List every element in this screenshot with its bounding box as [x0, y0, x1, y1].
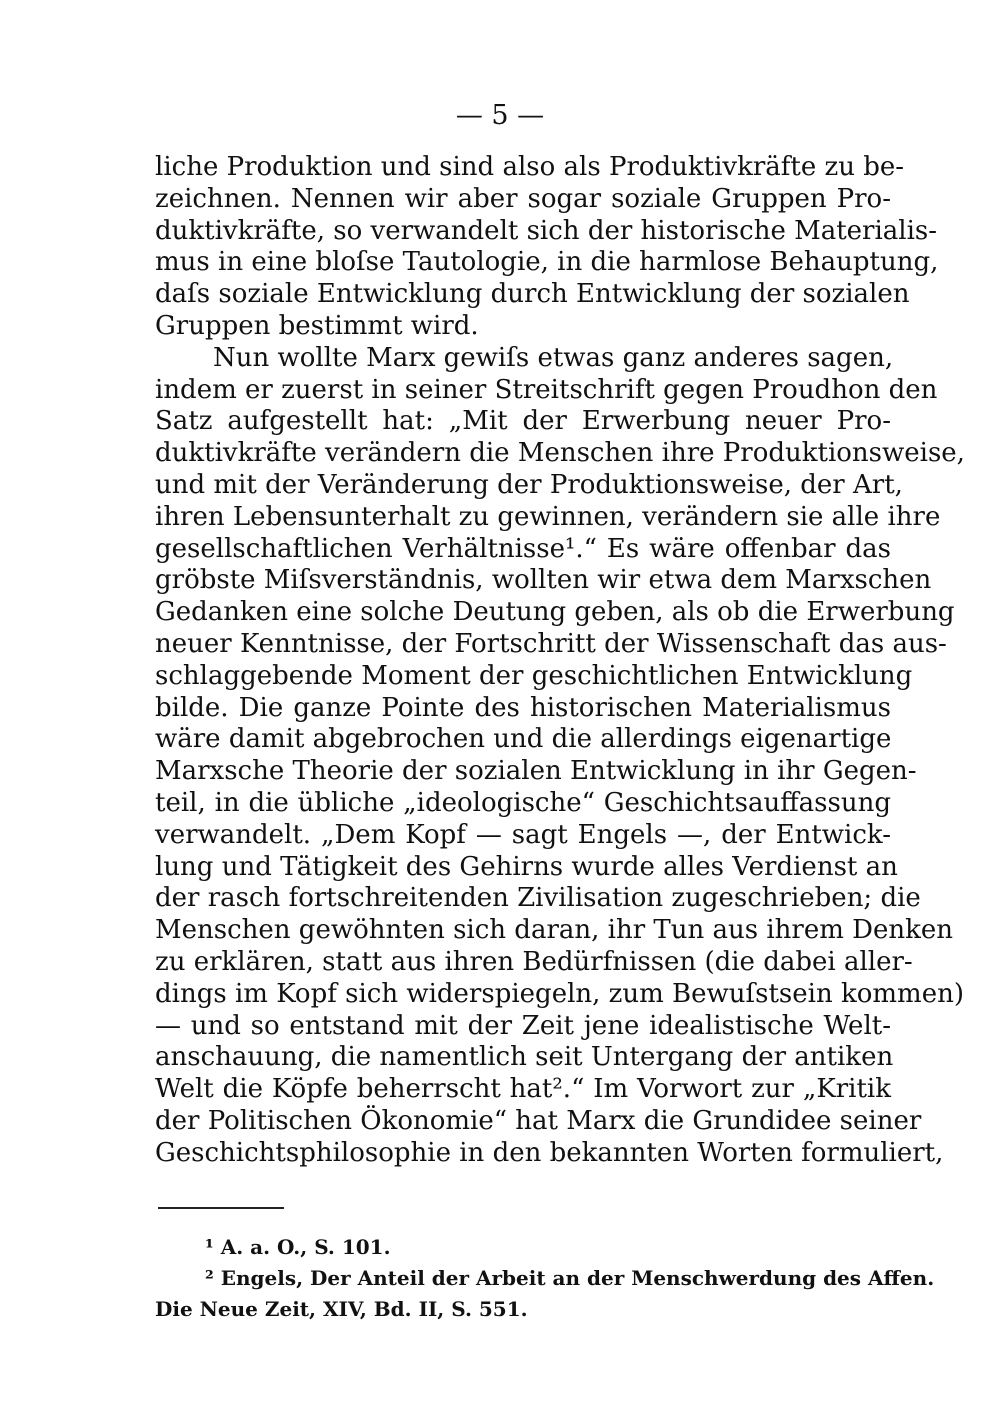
text-line: teil, in die übliche „ideologische“ Geschichtsauffassung: [155, 787, 891, 818]
text-line: bilde. Die ganze Pointe des historischen Materialismus: [155, 692, 891, 723]
text-line: verwandelt. „Dem Kopf — sagt Engels —, der Entwick-: [155, 819, 891, 850]
text-line: dings im Kopf sich widerspiegeln, zum Bewuſstsein kommen): [155, 978, 964, 1009]
footnotes: [155, 1232, 935, 1325]
text-line: — und so entstand mit der Zeit jene idealistische Welt-: [155, 1010, 891, 1041]
footnote-2: ² Engels, Der Anteil der Arbeit an der Menschwerdung des Affen.: [205, 1266, 935, 1290]
text-line: Welt die Köpfe beherrscht hat².“ Im Vorwort zur „Kritik: [155, 1074, 891, 1105]
text-line: zeichnen. Nennen wir aber sogar soziale Gruppen Pro-: [155, 183, 891, 214]
text-line: lung und Tätigkeit des Gehirns wurde alles Verdienst an: [155, 851, 898, 882]
text-line: der rasch fortschreitenden Zivilisation zugeschrieben; die: [155, 883, 921, 914]
footnote-2-continued: Die Neue Zeit, XIV, Bd. II, S. 551.: [155, 1297, 528, 1321]
footnote-1: ¹ A. a. O., S. 101.: [205, 1235, 391, 1259]
text-line: mus in eine bloſse Tautologie, in die harmlose Behauptung,: [155, 247, 939, 278]
text-line: duktivkräfte verändern die Menschen ihre Produktionsweise,: [155, 438, 965, 469]
text-line: indem er zuerst in seiner Streitschrift gegen Proudhon den: [155, 374, 938, 405]
text-line: Gedanken eine solche Deutung geben, als ob die Erwerbung: [155, 597, 955, 628]
text-line: Gruppen bestimmt wird.: [155, 310, 479, 341]
text-line: ihren Lebensunterhalt zu gewinnen, verändern sie alle ihre: [155, 501, 941, 532]
text-line: gröbste Miſsverständnis, wollten wir etwa dem Marxschen: [155, 565, 932, 596]
text-line: Marxsche Theorie der sozialen Entwicklung in ihr Gegen-: [155, 756, 917, 787]
text-line: anschauung, die namentlich seit Untergang der antiken: [155, 1042, 894, 1073]
text-line: schlaggebende Moment der geschichtlichen Entwicklung: [155, 660, 913, 691]
text-line: und mit der Veränderung der Produktionsweise, der Art,: [155, 469, 903, 500]
body-text: [155, 152, 965, 1170]
text-line: daſs soziale Entwicklung durch Entwicklung der sozialen: [155, 279, 910, 310]
text-line: duktivkräfte, so verwandelt sich der historische Materialis-: [155, 215, 938, 246]
text-line: Menschen gewöhnten sich daran, ihr Tun aus ihrem Denken: [155, 915, 954, 946]
text-line: zu erklären, statt aus ihren Bedürfnissen (die dabei aller-: [155, 946, 913, 977]
page-number: — 5 —: [455, 100, 545, 131]
text-line: neuer Kenntnisse, der Fortschritt der Wissenschaft das aus-: [155, 628, 947, 659]
text-line: Satz aufgestellt hat: „Mit der Erwerbung neuer Pro-: [155, 406, 891, 437]
text-line: wäre damit abgebrochen und die allerdings eigenartige: [155, 724, 892, 755]
text-line: der Politischen Ökonomie“ hat Marx die Grundidee seiner: [155, 1105, 922, 1136]
text-line: liche Produktion und sind also als Produktivkräfte zu be-: [155, 152, 905, 182]
footnote-divider: [158, 1207, 284, 1209]
text-line: gesellschaftlichen Verhältnisse¹.“ Es wäre offenbar das: [155, 533, 891, 564]
text-line: Geschichtsphilosophie in den bekannten Worten formuliert,: [155, 1137, 944, 1168]
text-line: Nun wollte Marx gewiſs etwas ganz anderes sagen,: [213, 342, 894, 373]
